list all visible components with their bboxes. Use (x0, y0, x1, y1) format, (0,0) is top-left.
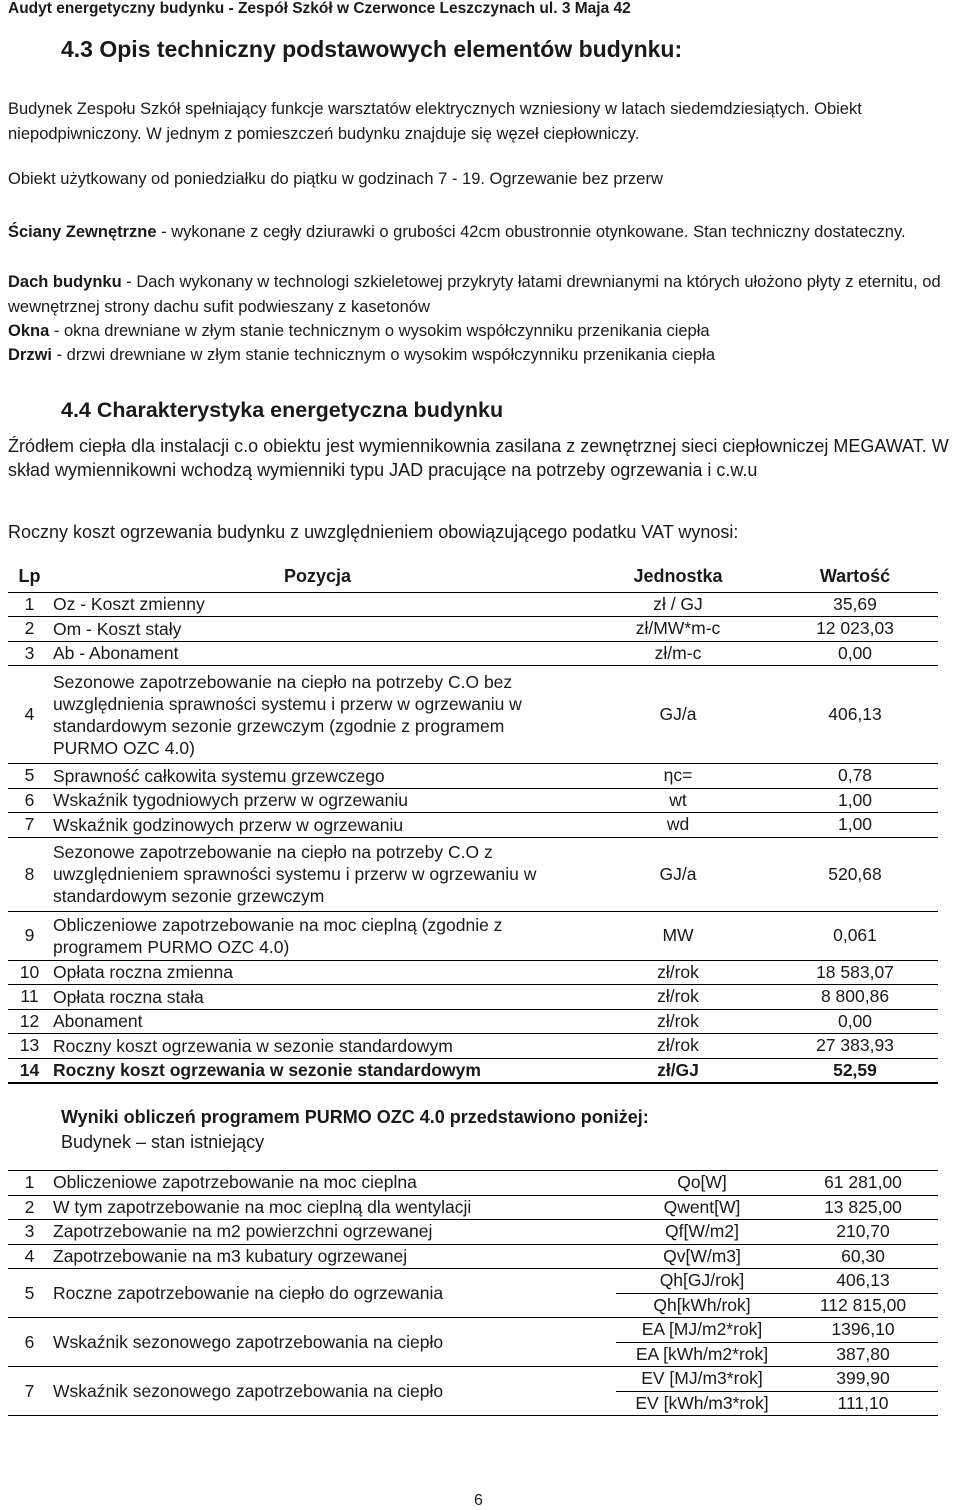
table-row (8, 1318, 938, 1343)
row-jednostka: Qo[W] (616, 1171, 788, 1196)
row-wartosc: 1,00 (772, 813, 938, 838)
row-wartosc: 27 383,93 (772, 1034, 938, 1059)
row-wartosc: 18 583,07 (772, 960, 938, 985)
windows-description (8, 319, 953, 344)
row-jednostka: EA [MJ/m2*rok] (616, 1318, 788, 1343)
row-jednostka: zł/rok (584, 1009, 772, 1034)
row-pozycja: Wskaźnik sezonowego zapotrzebowania na ciepło (51, 1318, 616, 1367)
row-wartosc: 406,13 (772, 666, 938, 764)
table-row (8, 1034, 938, 1059)
row-jednostka: wt (584, 788, 772, 813)
row-jednostka: wd (584, 813, 772, 838)
table-row (8, 960, 938, 985)
purmo-results-table (8, 1170, 938, 1416)
row-pozycja: Sezonowe zapotrzebowanie na ciepło na potrzeby C.O bez uwzględnienia sprawności systemu i przerw w ogrzewaniu w standardowym sezonie grzewczym (zgodnie z programem PURMO OZC 4.0) (51, 666, 584, 764)
table-header-row (8, 562, 938, 592)
row-pozycja: Roczny koszt ogrzewania w sezonie standardowym (51, 1034, 584, 1059)
row-jednostka: MW (584, 911, 772, 960)
roof-description (8, 270, 953, 319)
row-pozycja: Opłata roczna stała (51, 985, 584, 1010)
table-row (8, 592, 938, 617)
row-wartosc: 112 815,00 (788, 1293, 938, 1318)
row-lp: 11 (8, 985, 51, 1010)
header-jednostka: Jednostka (633, 566, 723, 587)
row-jednostka: Qf[W/m2] (616, 1220, 788, 1245)
header-lp: Lp (18, 566, 41, 587)
heat-source-description: Źródłem ciepła dla instalacji c.o obiektu jest wymiennikownia zasilana z zewnętrznej sieci ciepłowniczej MEGAWAT. W skład wymiennikowni wchodzą wymienniki typu JAD pracujące na potrzeby ogrzewania i c.w.u (8, 436, 949, 480)
row-jednostka: ηc= (584, 764, 772, 789)
table-row (8, 911, 938, 960)
row-jednostka: zł/MW*m-c (584, 617, 772, 642)
row-lp: 6 (8, 1318, 51, 1367)
row-jednostka: zł/rok (584, 1034, 772, 1059)
row-pozycja: W tym zapotrzebowanie na moc cieplną dla wentylacji (51, 1195, 616, 1220)
roof-text: - Dach wykonany w technologi szkieletowej przykryty łatami drewnianymi na których ułożono płyty z eternitu, od wewnętrznej strony dachu sufit podwieszany z kasetonów (8, 273, 941, 316)
cost-intro: Roczny koszt ogrzewania budynku z uwzględnieniem obowiązującego podatku VAT wynosi: (8, 522, 739, 542)
row-lp: 9 (8, 911, 51, 960)
row-lp: 4 (8, 1244, 51, 1269)
row-lp: 3 (8, 1220, 51, 1245)
row-wartosc: 387,80 (788, 1342, 938, 1367)
row-pozycja: Abonament (51, 1009, 584, 1034)
row-pozycja: Om - Koszt stały (51, 617, 584, 642)
row-wartosc: 12 023,03 (772, 617, 938, 642)
table-row (8, 1171, 938, 1196)
row-wartosc: 52,59 (772, 1058, 938, 1083)
results-title: Wyniki obliczeń programem PURMO OZC 4.0 przedstawiono poniżej: (61, 1107, 649, 1127)
doors-description (8, 343, 953, 368)
row-wartosc: 0,78 (772, 764, 938, 789)
table-row (8, 1244, 938, 1269)
table-row (8, 1367, 938, 1392)
document-header: Audyt energetyczny budynku - Zespół Szkół w Czerwonce Leszczynach ul. 3 Maja 42 (8, 0, 631, 17)
row-wartosc: 13 825,00 (788, 1195, 938, 1220)
doors-label: Drzwi (8, 346, 53, 364)
row-wartosc: 60,30 (788, 1244, 938, 1269)
table-row (8, 666, 938, 764)
header-pozycja: Pozycja (283, 566, 352, 587)
row-wartosc: 8 800,86 (772, 985, 938, 1010)
row-wartosc: 1,00 (772, 788, 938, 813)
row-pozycja: Zapotrzebowanie na m3 kubatury ogrzewanej (51, 1244, 616, 1269)
row-lp: 6 (8, 788, 51, 813)
row-jednostka: Qwent[W] (616, 1195, 788, 1220)
heating-cost-table (8, 562, 938, 1084)
table-row (8, 764, 938, 789)
section-title-4-4: 4.4 Charakterystyka energetyczna budynku (61, 398, 504, 422)
row-wartosc: 0,00 (772, 641, 938, 666)
row-wartosc: 35,69 (772, 592, 938, 617)
row-jednostka: zł/rok (584, 985, 772, 1010)
building-description: Budynek Zespołu Szkół spełniający funkcje warsztatów elektrycznych wzniesiony w latach siedemdziesiątych. Obiekt niepodpiwniczony. W jednym z pomieszczeń budynku znajduje się węzeł ciepłowniczy. (8, 100, 862, 143)
row-pozycja: Obliczeniowe zapotrzebowanie na moc cieplną (zgodnie z programem PURMO OZC 4.0) (51, 911, 584, 960)
row-pozycja: Sezonowe zapotrzebowanie na ciepło na potrzeby C.O z uwzględnieniem sprawności systemu i przerw w ogrzewaniu w standardowym sezonie grzewczym (51, 837, 584, 911)
row-pozycja: Sprawność całkowita systemu grzewczego (51, 764, 584, 789)
row-pozycja: Roczne zapotrzebowanie na ciepło do ogrzewania (51, 1269, 616, 1318)
row-lp: 2 (8, 617, 51, 642)
row-lp: 7 (8, 813, 51, 838)
row-pozycja: Roczny koszt ogrzewania w sezonie standardowym (51, 1058, 584, 1083)
row-lp: 14 (8, 1058, 51, 1083)
row-jednostka: EV [kWh/m3*rok] (616, 1391, 788, 1416)
table-row (8, 788, 938, 813)
table-row-total (8, 1058, 938, 1083)
results-subtitle: Budynek – stan istniejący (61, 1132, 265, 1152)
row-jednostka: GJ/a (584, 837, 772, 911)
doors-text: - drzwi drewniane w złym stanie technicznym o wysokim współczynniku przenikania ciepła (52, 346, 716, 364)
table-row (8, 985, 938, 1010)
row-pozycja: Wskaźnik godzinowych przerw w ogrzewaniu (51, 813, 584, 838)
row-pozycja: Ab - Abonament (51, 641, 584, 666)
header-wartosc: Wartość (819, 566, 891, 587)
row-jednostka: GJ/a (584, 666, 772, 764)
row-jednostka: Qh[GJ/rok] (616, 1269, 788, 1294)
walls-label: Ściany Zewnętrzne (8, 223, 157, 241)
table-row (8, 1269, 938, 1294)
row-jednostka: EV [MJ/m3*rok] (616, 1367, 788, 1392)
row-lp: 8 (8, 837, 51, 911)
row-wartosc: 0,061 (772, 911, 938, 960)
row-pozycja: Wskaźnik tygodniowych przerw w ogrzewaniu (51, 788, 584, 813)
row-wartosc: 210,70 (788, 1220, 938, 1245)
table-row (8, 837, 938, 911)
section-title-4-3: 4.3 Opis techniczny podstawowych elementów budynku: (61, 36, 683, 62)
table-row (8, 1220, 938, 1245)
row-jednostka: Qv[W/m3] (616, 1244, 788, 1269)
row-lp: 3 (8, 641, 51, 666)
row-jednostka: EA [kWh/m2*rok] (616, 1342, 788, 1367)
row-pozycja: Wskaźnik sezonowego zapotrzebowania na ciepło (51, 1367, 616, 1416)
row-lp: 12 (8, 1009, 51, 1034)
row-lp: 5 (8, 1269, 51, 1318)
row-lp: 10 (8, 960, 51, 985)
row-pozycja: Obliczeniowe zapotrzebowanie na moc cieplna (51, 1171, 616, 1196)
row-lp: 4 (8, 666, 51, 764)
table-row (8, 641, 938, 666)
row-jednostka: zł / GJ (584, 592, 772, 617)
row-pozycja: Zapotrzebowanie na m2 powierzchni ogrzewanej (51, 1220, 616, 1245)
table-row (8, 813, 938, 838)
row-lp: 5 (8, 764, 51, 789)
roof-label: Dach budynku (8, 273, 122, 291)
row-lp: 7 (8, 1367, 51, 1416)
row-pozycja: Oz - Koszt zmienny (51, 592, 584, 617)
row-jednostka: zł/GJ (584, 1058, 772, 1083)
usage-description: Obiekt użytkowany od poniedziałku do piątku w godzinach 7 - 19. Ogrzewanie bez przerw (8, 170, 663, 188)
row-wartosc: 111,10 (788, 1391, 938, 1416)
row-lp: 1 (8, 592, 51, 617)
row-wartosc: 1396,10 (788, 1318, 938, 1343)
row-wartosc: 406,13 (788, 1269, 938, 1294)
row-wartosc: 61 281,00 (788, 1171, 938, 1196)
row-lp: 1 (8, 1171, 51, 1196)
row-wartosc: 399,90 (788, 1367, 938, 1392)
row-jednostka: zł/rok (584, 960, 772, 985)
windows-label: Okna (8, 322, 50, 340)
row-wartosc: 0,00 (772, 1009, 938, 1034)
row-wartosc: 520,68 (772, 837, 938, 911)
page-number: 6 (474, 1492, 483, 1509)
row-lp: 13 (8, 1034, 51, 1059)
table-row (8, 1195, 938, 1220)
table-row (8, 1009, 938, 1034)
walls-description (8, 220, 953, 245)
row-jednostka: Qh[kWh/rok] (616, 1293, 788, 1318)
walls-text: - wykonane z cegły dziurawki o grubości 42cm obustronnie otynkowane. Stan techniczny dostateczny. (156, 223, 906, 241)
windows-text: - okna drewniane w złym stanie technicznym o wysokim współczynniku przenikania ciepła (49, 322, 710, 340)
row-lp: 2 (8, 1195, 51, 1220)
row-jednostka: zł/m-c (584, 641, 772, 666)
table-row (8, 617, 938, 642)
row-pozycja: Opłata roczna zmienna (51, 960, 584, 985)
